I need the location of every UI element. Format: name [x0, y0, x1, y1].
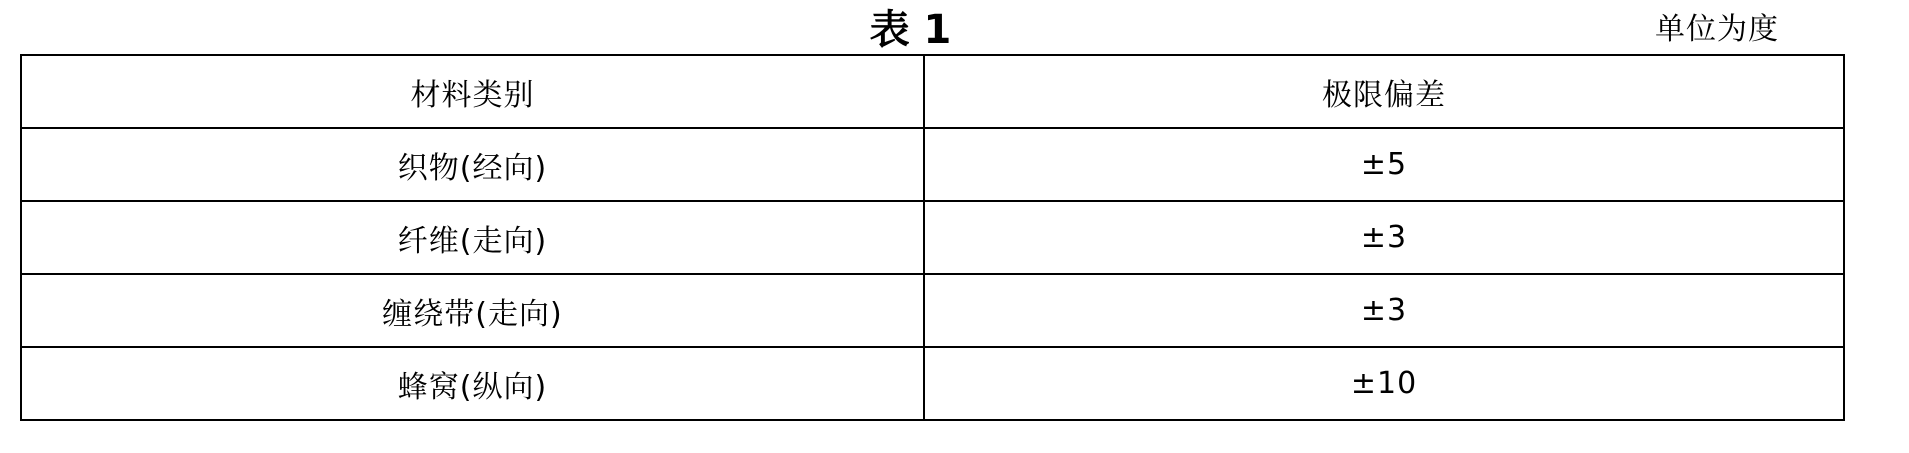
- material-cell: 织物(经向): [21, 128, 924, 201]
- table-row: [21, 347, 1844, 420]
- header-material-category: 材料类别: [21, 55, 924, 128]
- deviation-cell: ±3: [924, 201, 1844, 274]
- table-row: [21, 128, 1844, 201]
- deviation-cell: ±3: [924, 274, 1844, 347]
- table-row: [21, 274, 1844, 347]
- header-limit-deviation: 极限偏差: [924, 55, 1844, 128]
- table-header-row: [21, 55, 1844, 128]
- table-row: [21, 201, 1844, 274]
- material-cell: 蜂窝(纵向): [21, 347, 924, 420]
- deviation-cell: ±5: [924, 128, 1844, 201]
- material-cell: 纤维(走向): [21, 201, 924, 274]
- material-cell: 缠绕带(走向): [21, 274, 924, 347]
- table-title: 表 1: [869, 7, 952, 53]
- deviation-table: [20, 54, 1845, 421]
- unit-label: 单位为度: [1655, 12, 1779, 47]
- deviation-cell: ±10: [924, 347, 1844, 420]
